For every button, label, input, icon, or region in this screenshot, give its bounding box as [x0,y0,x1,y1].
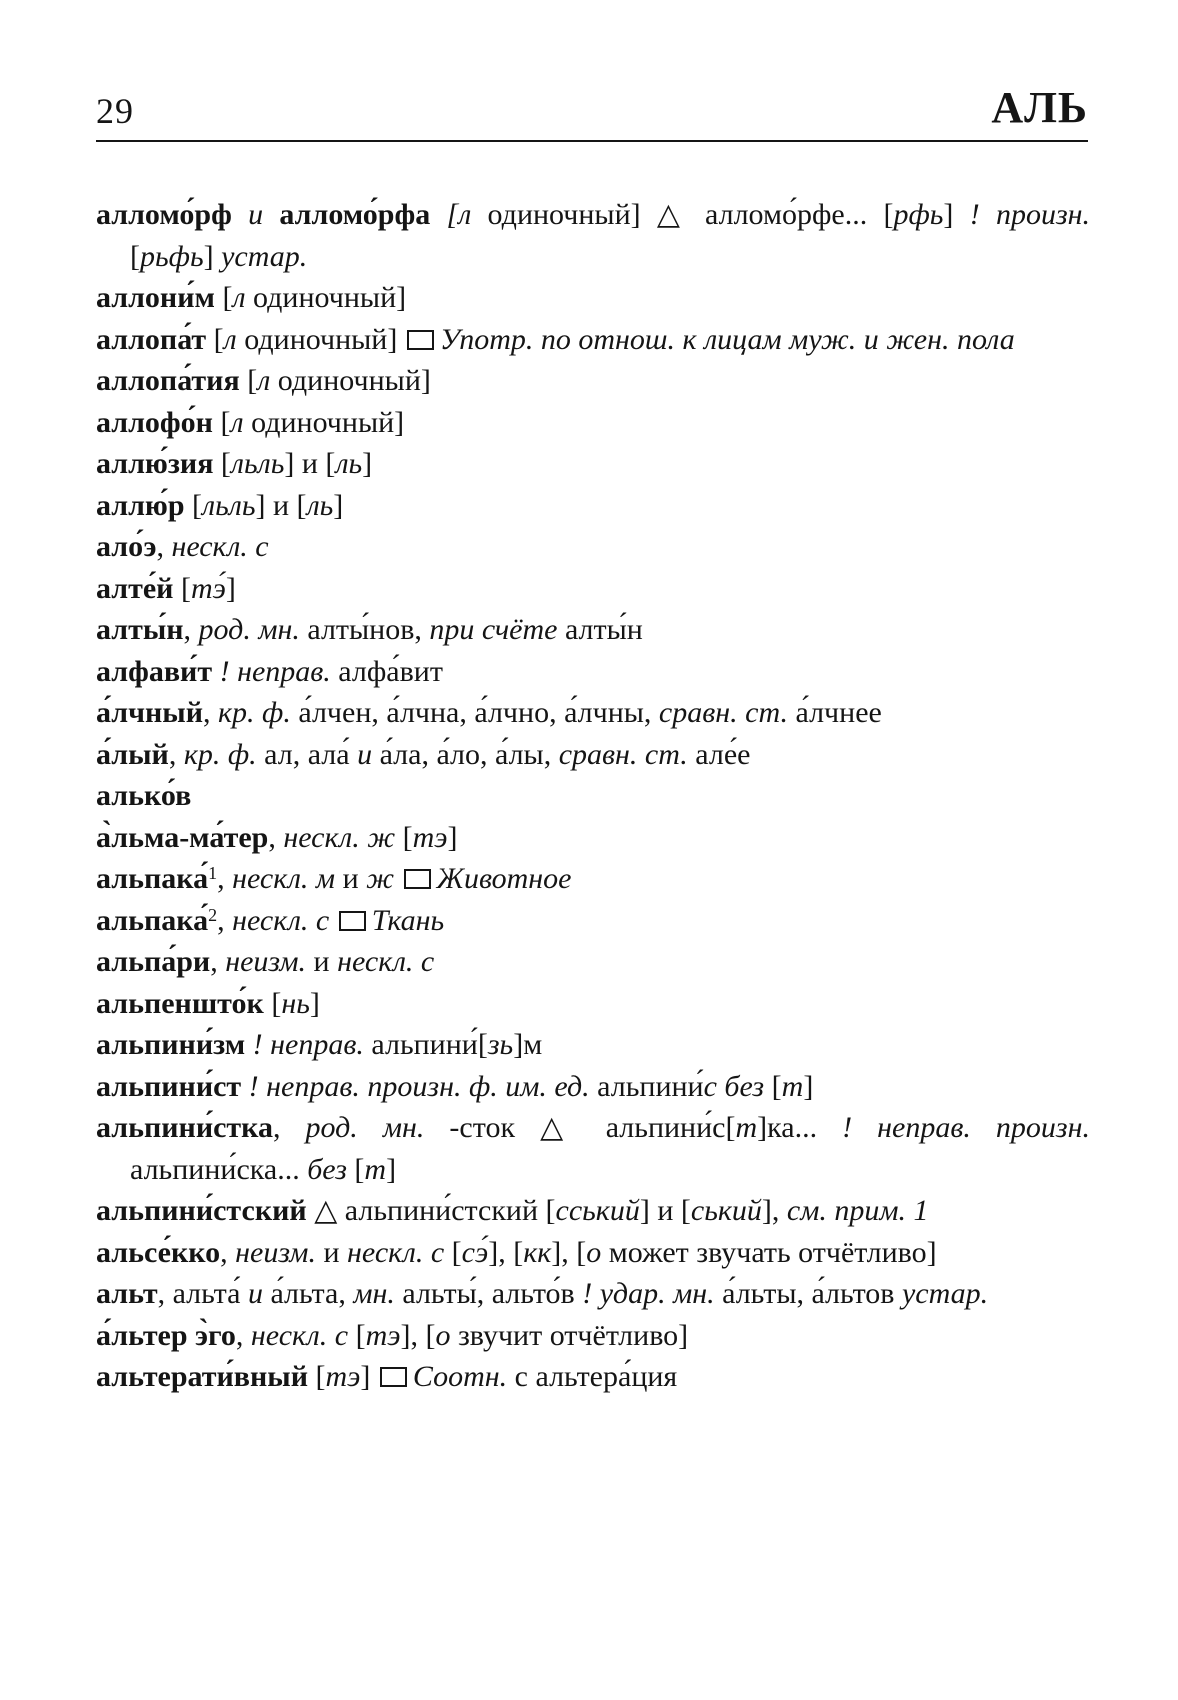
entry-text: а́лчнее [788,696,882,729]
italic-note: льль [202,488,256,522]
headword: альпини́зм [96,1028,246,1061]
entry-list [96,194,1090,1398]
headword: алломо́рф [96,198,232,231]
entry-text: , [220,1235,236,1269]
dictionary-entry [96,526,1090,568]
italic-note: ль [335,447,363,480]
entry-text: а́лчен, а́лчна, а́лчно, а́лчны, [290,696,659,729]
headword: аллю́р [96,488,185,522]
dictionary-entry [96,443,1090,485]
italic-note: нескл. с [337,945,435,978]
entry-text: [ [308,1360,326,1393]
entry-text: и [306,945,338,978]
entry-text: ал, ала́ [256,737,358,771]
italic-note: нескл. с [250,1318,349,1352]
headword: альпини́стский [96,1194,307,1227]
italic-note: сравн. ст. [558,737,688,771]
entry-text: и [335,862,367,895]
entry-text: ] [225,571,236,605]
entry-text: , [210,945,226,978]
headword: а́льтер э̀го [96,1318,236,1352]
dictionary-entry [96,319,1090,361]
comment-box-icon [407,330,434,350]
italic-note: род. мн. [305,1111,425,1144]
entry-text [329,904,337,937]
dictionary-entry [96,734,1090,776]
italic-note: л [257,364,271,397]
triangle-icon: △ [540,1111,581,1144]
dictionary-entry [96,651,1090,693]
entry-text: ] и [ [284,447,336,480]
entry-text: ] и [ [255,488,307,522]
entry-text: алты́нов, [299,613,430,646]
entry-text: [ [206,322,224,356]
italic-note: ль [306,488,334,522]
entry-text [232,198,248,231]
italic-note: и [248,198,264,231]
italic-note: л [230,405,244,439]
entry-text: ], [ [488,1235,524,1269]
entry-text: , [156,530,172,563]
dictionary-entry [96,609,1090,651]
entry-text: , [217,903,233,937]
italic-note: нескл. с [171,530,269,563]
entry-text: , альта́ [157,1277,248,1310]
italic-note: ж [366,862,395,895]
entry-text: одиночный] [270,364,431,397]
entry-text: , [203,696,219,729]
entry-text: ], [ [400,1318,436,1352]
italic-note: кк [523,1235,552,1269]
dictionary-entry [96,941,1090,983]
entry-text: [ [213,447,231,480]
headword: альпини́ст [96,1069,242,1103]
entry-text: а́ла, а́ло, а́лы, [372,737,559,771]
triangle-icon: △ [314,1194,338,1227]
italic-note: мн. [353,1277,395,1310]
italic-note: см. прим. 1 [786,1194,929,1227]
dictionary-entry [96,194,1090,277]
entry-text: алты́н [557,613,643,646]
dictionary-entry [96,1024,1090,1066]
entry-text: а́льта, [262,1277,354,1310]
entry-text: альты́, альто́в [394,1277,583,1310]
entry-text: с альтера́ция [507,1360,678,1393]
entry-text: алфа́вит [330,654,443,688]
italic-note: тэ [325,1360,361,1393]
entry-text: а́льты, а́льтов [714,1277,902,1310]
italic-note: и [247,1277,263,1310]
entry-text: [ [395,820,413,854]
headword: альпа́ри [96,945,211,978]
entry-text [245,1028,253,1061]
headword: альт [96,1277,158,1310]
entry-text: [ [212,405,231,439]
dictionary-entry [96,1315,1090,1357]
entry-text: альпини́с[ [580,1111,736,1144]
entry-text: [ [184,488,203,522]
italic-note: зь [487,1028,514,1061]
entry-text [263,198,279,231]
italic-note: нескл. м [232,862,336,895]
entry-text: , [272,1111,306,1144]
headword: алломо́рфа [279,198,431,231]
entry-text: ] [309,986,320,1020]
italic-note: без [307,1152,347,1186]
headword: аллофо́н [96,405,213,439]
headword: а́лчный [96,696,204,729]
headword: альсе́кко [96,1235,221,1269]
entry-text: [ [348,1318,366,1352]
dictionary-entry [96,900,1090,942]
entry-text: [ [239,364,258,397]
entry-text [212,655,220,688]
entry-text: альпини́[ [363,1028,488,1061]
italic-note: устар. [901,1277,989,1310]
entry-text: ] [447,820,458,854]
entry-text: але́е [687,737,751,771]
italic-note: т [781,1069,804,1103]
entry-text: ] [360,1360,378,1393]
entry-text: ] [362,447,373,480]
italic-note: нескл. с [347,1235,445,1269]
entry-text: алломо́рфе... [ [688,198,894,231]
headword: алфави́т [96,654,213,688]
header-rule [96,140,1088,142]
dictionary-entry [96,485,1090,527]
italic-note: л [223,322,237,356]
headword: альтерати́вный [96,1360,308,1393]
entry-text: ] [943,198,970,231]
entry-text: , [168,737,184,771]
entry-text: одиночный] [236,322,405,356]
headword: альпака́ [96,862,209,895]
page-number: 29 [96,91,134,131]
entry-text [241,1070,249,1103]
italic-note: Употр. по отнош. к лицам муж. и жен. пола [439,322,1015,356]
entry-text: звучит отчётливо] [450,1318,689,1352]
italic-note: сэ́ [461,1235,489,1269]
comment-box-icon [404,869,431,889]
headword: а̀льма-ма́тер [96,820,269,854]
entry-text: альпини́стский [ [337,1194,556,1227]
headword: аллони́м [96,281,215,314]
dictionary-entry [96,858,1090,900]
running-head: АЛЬ [991,83,1088,132]
headword: аллю́зия [96,447,214,480]
italic-note: тэ [365,1318,401,1352]
dictionary-entry [96,360,1090,402]
headword: альпеншто́к [96,986,264,1020]
entry-text: [ [263,986,282,1020]
entry-text: одиночный] [243,405,405,439]
headword: алты́н [96,613,184,646]
entry-text: ] [386,1152,397,1186]
italic-note: сський [555,1194,640,1227]
headword: ало́э [96,530,157,563]
italic-note: льль [230,447,285,480]
comment-box-icon [380,1367,407,1387]
headword: а́лый [96,737,169,771]
headword: аллопа́тия [96,364,240,397]
entry-text: и [315,1235,348,1269]
italic-note: нескл. с [232,903,330,937]
entry-text: ]м [513,1028,543,1061]
entry-text: ], [761,1194,787,1227]
dictionary-entry [96,568,1090,610]
dictionary-entry [96,1190,1090,1232]
dictionary-entry [96,1066,1090,1108]
italic-note: нь [281,986,310,1020]
entry-text: ] и [ [639,1194,691,1227]
italic-note: Животное [436,862,572,895]
dictionary-entry [96,775,1090,817]
entry-text: ] [333,488,344,522]
italic-note: Соотн. [412,1360,508,1393]
entry-text: ]ка... [757,1111,843,1144]
italic-note: с без [703,1069,765,1103]
italic-note: тэ [412,820,448,854]
italic-note: неизм. [225,945,307,978]
italic-note: устар. [221,239,308,273]
entry-text: , [235,1318,251,1352]
page-header [96,82,1088,142]
italic-note: род. мн. [198,613,300,646]
homonym-index: 1 [208,863,218,883]
headword: альпака́ [96,903,209,937]
italic-note: кр. ф. [218,696,291,729]
italic-note: нескл. ж [283,820,396,854]
entry-text: одиночный] [245,281,407,314]
entry-text: , [217,862,233,895]
dictionary-entry [96,1107,1090,1190]
italic-note: ! неправ. [252,1028,364,1061]
entry-text: [ [130,239,140,273]
italic-note: и [357,737,373,771]
italic-note: ! неправ. [219,654,331,688]
dictionary-entry [96,402,1090,444]
entry-text: альпини́ [589,1069,704,1103]
homonym-index: 2 [208,904,218,925]
headword: альпини́стка [96,1111,273,1144]
entry-text: -сток [424,1111,541,1144]
entry-text [394,862,402,895]
entry-text: [ [444,1235,462,1269]
dictionary-entry [96,983,1090,1025]
entry-text: альпини́ска... [130,1152,308,1186]
dictionary-entry [96,1273,1090,1315]
italic-note: тэ́ [190,571,226,605]
italic-note: при счёте [429,613,558,646]
triangle-icon: △ [656,198,689,231]
italic-note: т [364,1152,387,1186]
italic-note: о [586,1235,602,1269]
italic-note: ! неправ. произн. ф. им. ед. [248,1069,590,1103]
italic-note: о [435,1318,451,1352]
entry-text: ] [203,239,222,273]
entry-text: , [183,613,199,646]
entry-text: [ [346,1152,365,1186]
entry-text: ], [ [551,1235,587,1269]
italic-note: кр. ф. [183,737,257,771]
italic-note: сравн. ст. [658,696,788,729]
entry-text: [ [173,571,191,605]
comment-box-icon [339,911,366,931]
italic-note: рьфь [140,239,204,273]
italic-note: ! удар. мн. [582,1277,715,1310]
entry-text: [ [214,281,233,314]
italic-note: неизм. [235,1235,316,1269]
entry-text: ] [803,1069,814,1103]
headword: аллопа́т [96,322,207,356]
entry-text: может звучать отчётливо] [601,1235,937,1269]
entry-text: [ [764,1069,782,1103]
italic-note: [л [430,198,472,231]
entry-text: , [268,820,284,854]
dictionary-entry [96,277,1090,319]
dictionary-entry [96,817,1090,859]
italic-note: Ткань [371,903,445,937]
dictionary-entry [96,1356,1090,1398]
italic-note: т [735,1111,758,1144]
italic-note: ! произн. [969,198,1091,231]
italic-note: ський [690,1194,762,1227]
dictionary-entry [96,1232,1090,1274]
italic-note: л [232,281,246,314]
entry-text: одиночный] [471,198,657,231]
headword: алько́в [96,779,192,812]
dictionary-entry [96,692,1090,734]
italic-note: ! неправ. произн. [842,1111,1090,1144]
italic-note: рфь [893,198,944,231]
headword: алте́й [96,571,174,605]
